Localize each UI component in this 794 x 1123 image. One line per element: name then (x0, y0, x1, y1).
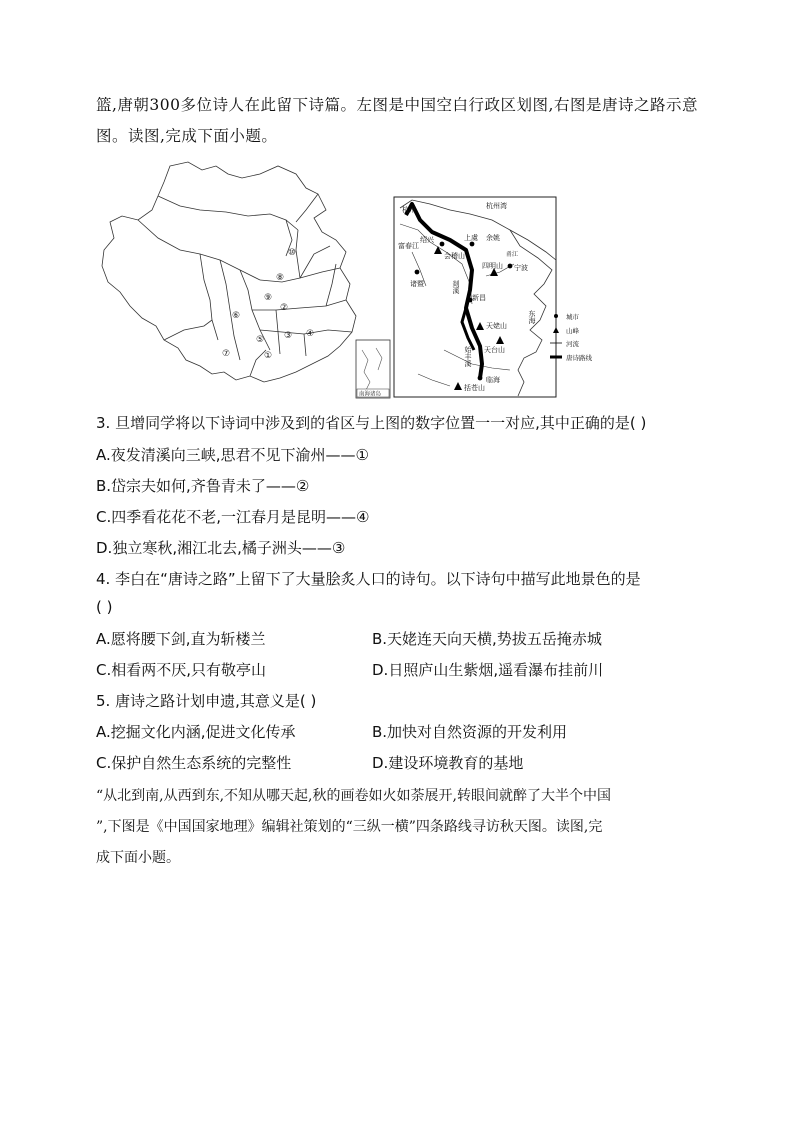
label-kuocangshan: 括苍山 (464, 384, 485, 392)
label-simingshan: 四明山 (482, 262, 503, 270)
q4-option-a[interactable]: A.愿将腰下剑,直为斩楼兰 (96, 630, 266, 648)
tang-poetry-road-map (394, 197, 593, 397)
map-number-7: ⑦ (222, 349, 231, 359)
figure-maps (100, 160, 592, 400)
intro-line-2: 图。读图,完成下面小题。 (96, 127, 278, 145)
map-number-3: ③ (284, 331, 293, 341)
q4-option-b[interactable]: B.天姥连天向天横,势拔五岳掩赤城 (372, 630, 602, 648)
q3-option-c[interactable]: C.四季看花花不老,一江春月是昆明——④ (96, 508, 370, 526)
legend-city: 城市 (566, 313, 579, 321)
q5-option-c[interactable]: C.保护自然生态系统的完整性 (96, 754, 292, 772)
passage2-line-3: 成下面小题。 (96, 850, 180, 866)
label-shangyu: 上虞 (464, 234, 478, 242)
inset-label: 南海诸岛 (359, 391, 382, 398)
q5-option-d[interactable]: D.建设环境教育的基地 (372, 754, 524, 772)
label-linhai: 临海 (486, 376, 500, 384)
label-hangzhou: 杭州 (402, 206, 416, 214)
q4-option-d[interactable]: D.日照庐山生紫烟,遥看瀑布挂前川 (372, 661, 604, 679)
map-number-8: ⑧ (276, 273, 285, 283)
label-yongjiang: 甬江 (506, 251, 519, 258)
map-number-4: ④ (306, 329, 315, 339)
q3-option-b[interactable]: B.岱宗夫如何,齐鲁青未了——② (96, 477, 310, 495)
legend-route: 唐诗路线 (566, 354, 592, 362)
south-china-sea-inset (356, 340, 390, 398)
map-number-1: ① (264, 351, 273, 361)
label-fuchunjiang: 富春江 (398, 242, 419, 250)
map-number-5: ⑤ (256, 335, 265, 345)
label-xinchang: 新昌 (472, 294, 486, 302)
map-number-9: ⑨ (264, 293, 273, 303)
label-shifengxi: 始丰溪 (464, 346, 472, 367)
q4-option-c[interactable]: C.相看两不厌,只有敬亭山 (96, 661, 267, 679)
passage2-line-1: “从北到南,从西到东,不知从哪天起,秋的画卷如火如荼展开,转眼间就醉了大半个中国 (96, 788, 611, 804)
label-shaoxing: 绍兴 (420, 236, 434, 244)
legend-peak: 山峰 (566, 327, 579, 335)
label-tiantaishan: 天台山 (484, 346, 505, 354)
label-donghai: 东海 (528, 310, 536, 324)
q5-option-a[interactable]: A.挖掘文化内涵,促进文化传承 (96, 723, 296, 741)
label-ningbo: 宁波 (514, 264, 528, 272)
label-shanxi: 剡溪 (452, 280, 460, 294)
label-zhuji: 诸暨 (410, 280, 424, 288)
map-number-2: ② (280, 303, 289, 313)
passage2-line-2: ”,下图是《中国国家地理》编辑社策划的“三纵一横”四条路线寻访秋天图。读图,完 (96, 819, 603, 835)
label-hangzhouwan: 杭州湾 (486, 202, 507, 210)
label-kuaijishan: 会稽山 (444, 252, 465, 260)
label-tianlaoshan: 天姥山 (486, 322, 507, 330)
q3-option-d[interactable]: D.独立寒秋,湘江北去,橘子洲头——③ (96, 539, 346, 557)
q3-stem: 3. 旦增同学将以下诗词中涉及到的省区与上图的数字位置一一对应,其中正确的是( ) (96, 414, 647, 432)
q5-stem: 5. 唐诗之路计划申遗,其意义是( ) (96, 692, 317, 710)
q4-stem: 4. 李白在“唐诗之路”上留下了大量脍炙人口的诗句。以下诗句中描写此地景色的是 (96, 570, 641, 588)
q5-option-b[interactable]: B.加快对自然资源的开发利用 (372, 723, 568, 741)
q4-answer-paren: ( ) (96, 598, 113, 616)
map-number-10: ⑩ (288, 248, 297, 258)
legend-river: 河流 (566, 340, 579, 348)
q3-option-a[interactable]: A.夜发清溪向三峡,思君不见下渝州——① (96, 446, 369, 464)
label-yuyao: 余姚 (486, 234, 500, 242)
map-number-6: ⑥ (232, 311, 241, 321)
intro-line-1: 篮,唐朝300多位诗人在此留下诗篇。左图是中国空白行政区划图,右图是唐诗之路示意 (96, 96, 698, 114)
